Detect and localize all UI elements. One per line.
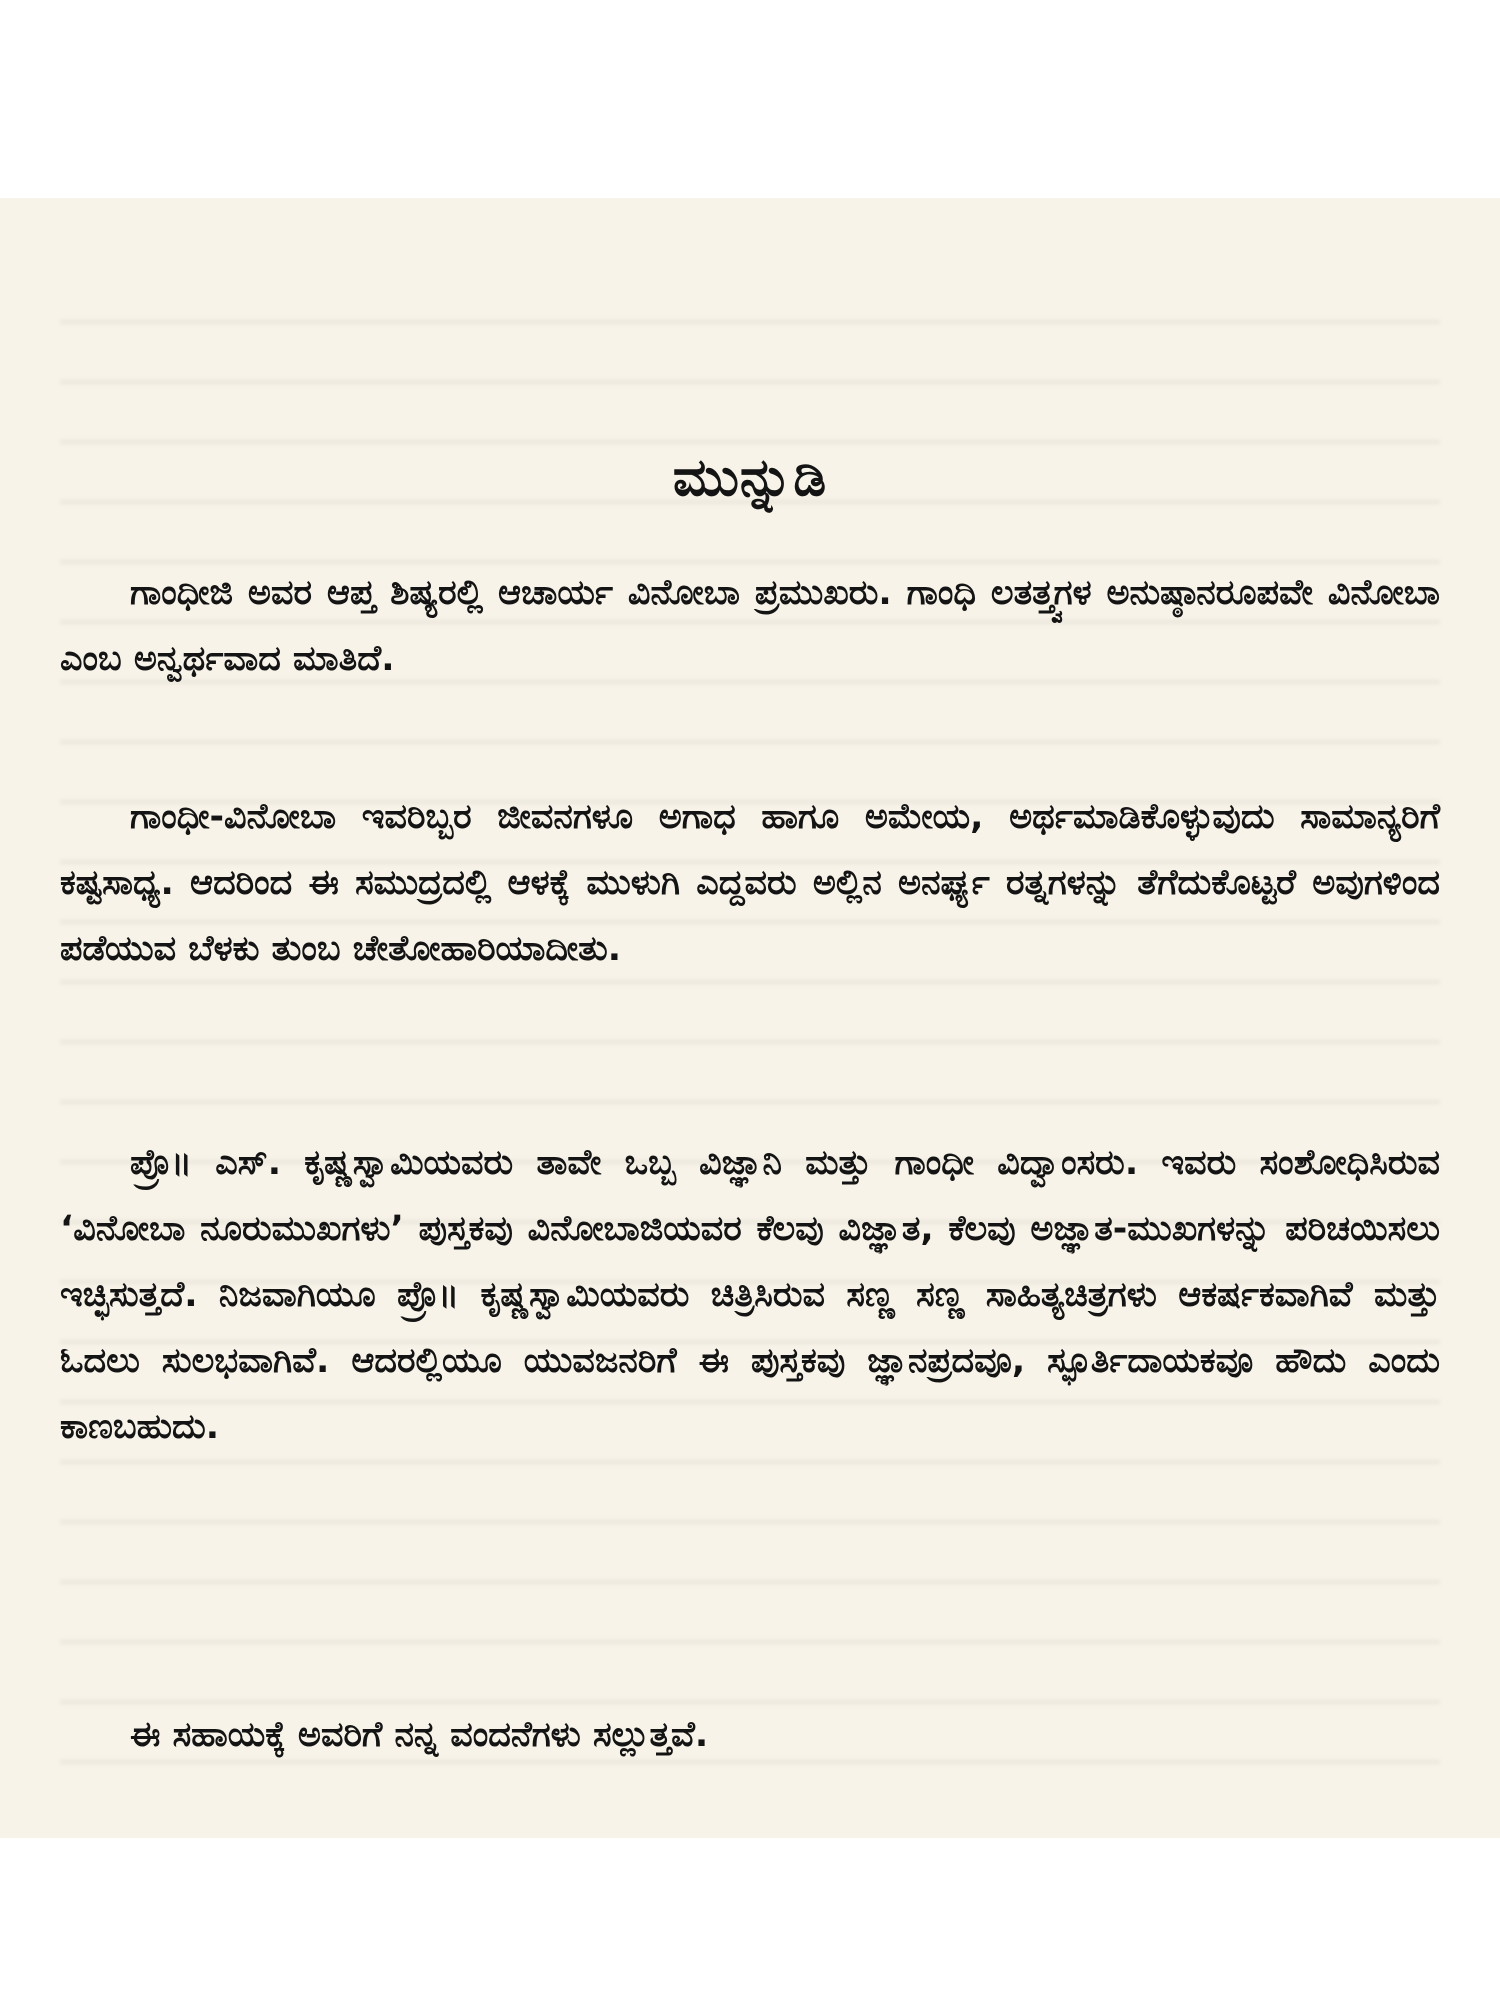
paragraph-4: ಈ ಸಹಾಯಕ್ಕೆ ಅವರಿಗೆ ನನ್ನ ವಂದನೆಗಳು ಸಲ್ಲುತ್ತವೆ. (130, 1715, 709, 1755)
paragraph-3: ಪ್ರೊ॥ ಎಸ್. ಕೃಷ್ಣಸ್ವಾಮಿಯವರು ತಾವೇ ಒಬ್ಬ ವಿಜ್ಞಾನಿ ಮತ್ತು ಗಾಂಧೀ ವಿದ್ವಾಂಸರು. ಇವರು ಸಂಶೋಧಿಸಿರುವ ‘ವಿನೋಬಾ ನೂರುಮುಖಗಳು’ ಪುಸ್ತಕವು ವಿನೋಬಾಜಿಯವರ ಕೆಲವು ವಿಜ್ಞಾತ, ಕೆಲವು ಅಜ್ಞಾತ-ಮುಖಗಳನ್ನು ಪರಿಚಯಿಸಲು ಇಚ್ಛಿಸುತ್ತದೆ. ನಿಜವಾಗಿಯೂ ಪ್ರೊ॥ ಕೃಷ್ಣಸ್ವಾಮಿಯವರು ಚಿತ್ರಿಸಿರುವ ಸಣ್ಣ ಸಣ್ಣ ಸಾಹಿತ್ಯಚಿತ್ರಗಳು ಆಕರ್ಷಕವಾಗಿವೆ ಮತ್ತು ಓದಲು ಸುಲಭವಾಗಿವೆ. ಆದರಲ್ಲಿಯೂ ಯುವಜನರಿಗೆ ಈ ಪುಸ್ತಕವು ಜ್ಞಾನಪ್ರದವೂ, ಸ್ಫೂರ್ತಿದಾಯಕವೂ ಹೌದು ಎಂದು ಕಾಣಬಹುದು. (60, 1143, 1440, 1447)
document-page (0, 198, 1500, 1838)
page-title: ಮುನ್ನುಡಿ (672, 448, 828, 508)
bleed-through-texture (60, 288, 1440, 1788)
paragraph-2: ಗಾಂಧೀ-ವಿನೋಬಾ ಇವರಿಬ್ಬರ ಜೀವನಗಳೂ ಅಗಾಧ ಹಾಗೂ ಅಮೇಯ, ಅರ್ಥಮಾಡಿಕೊಳ್ಳುವುದು ಸಾಮಾನ್ಯರಿಗೆ ಕಷ್ಟಸಾಧ್ಯ. ಆದರಿಂದ ಈ ಸಮುದ್ರದಲ್ಲಿ ಆಳಕ್ಕೆ ಮುಳುಗಿ ಎದ್ದವರು ಅಲ್ಲಿನ ಅನರ್ಘ್ಯ ರತ್ನಗಳನ್ನು ತೆಗೆದುಕೊಟ್ಟರೆ ಅವುಗಳಿಂದ ಪಡೆಯುವ ಬೆಳಕು ತುಂಬ ಚೇತೋಹಾರಿಯಾದೀತು. (60, 797, 1440, 969)
paragraph-1: ಗಾಂಧೀಜಿ ಅವರ ಆಪ್ತ ಶಿಷ್ಯರಲ್ಲಿ ಆಚಾರ್ಯ ವಿನೋಬಾ ಪ್ರಮುಖರು. ಗಾಂಧಿ ಲತತ್ತ್ವಗಳ ಅನುಷ್ಠಾನರೂಪವೇ ವಿನೋಬಾ ಎಂಬ ಅನ್ವರ್ಥವಾದ ಮಾತಿದೆ. (60, 573, 1440, 679)
